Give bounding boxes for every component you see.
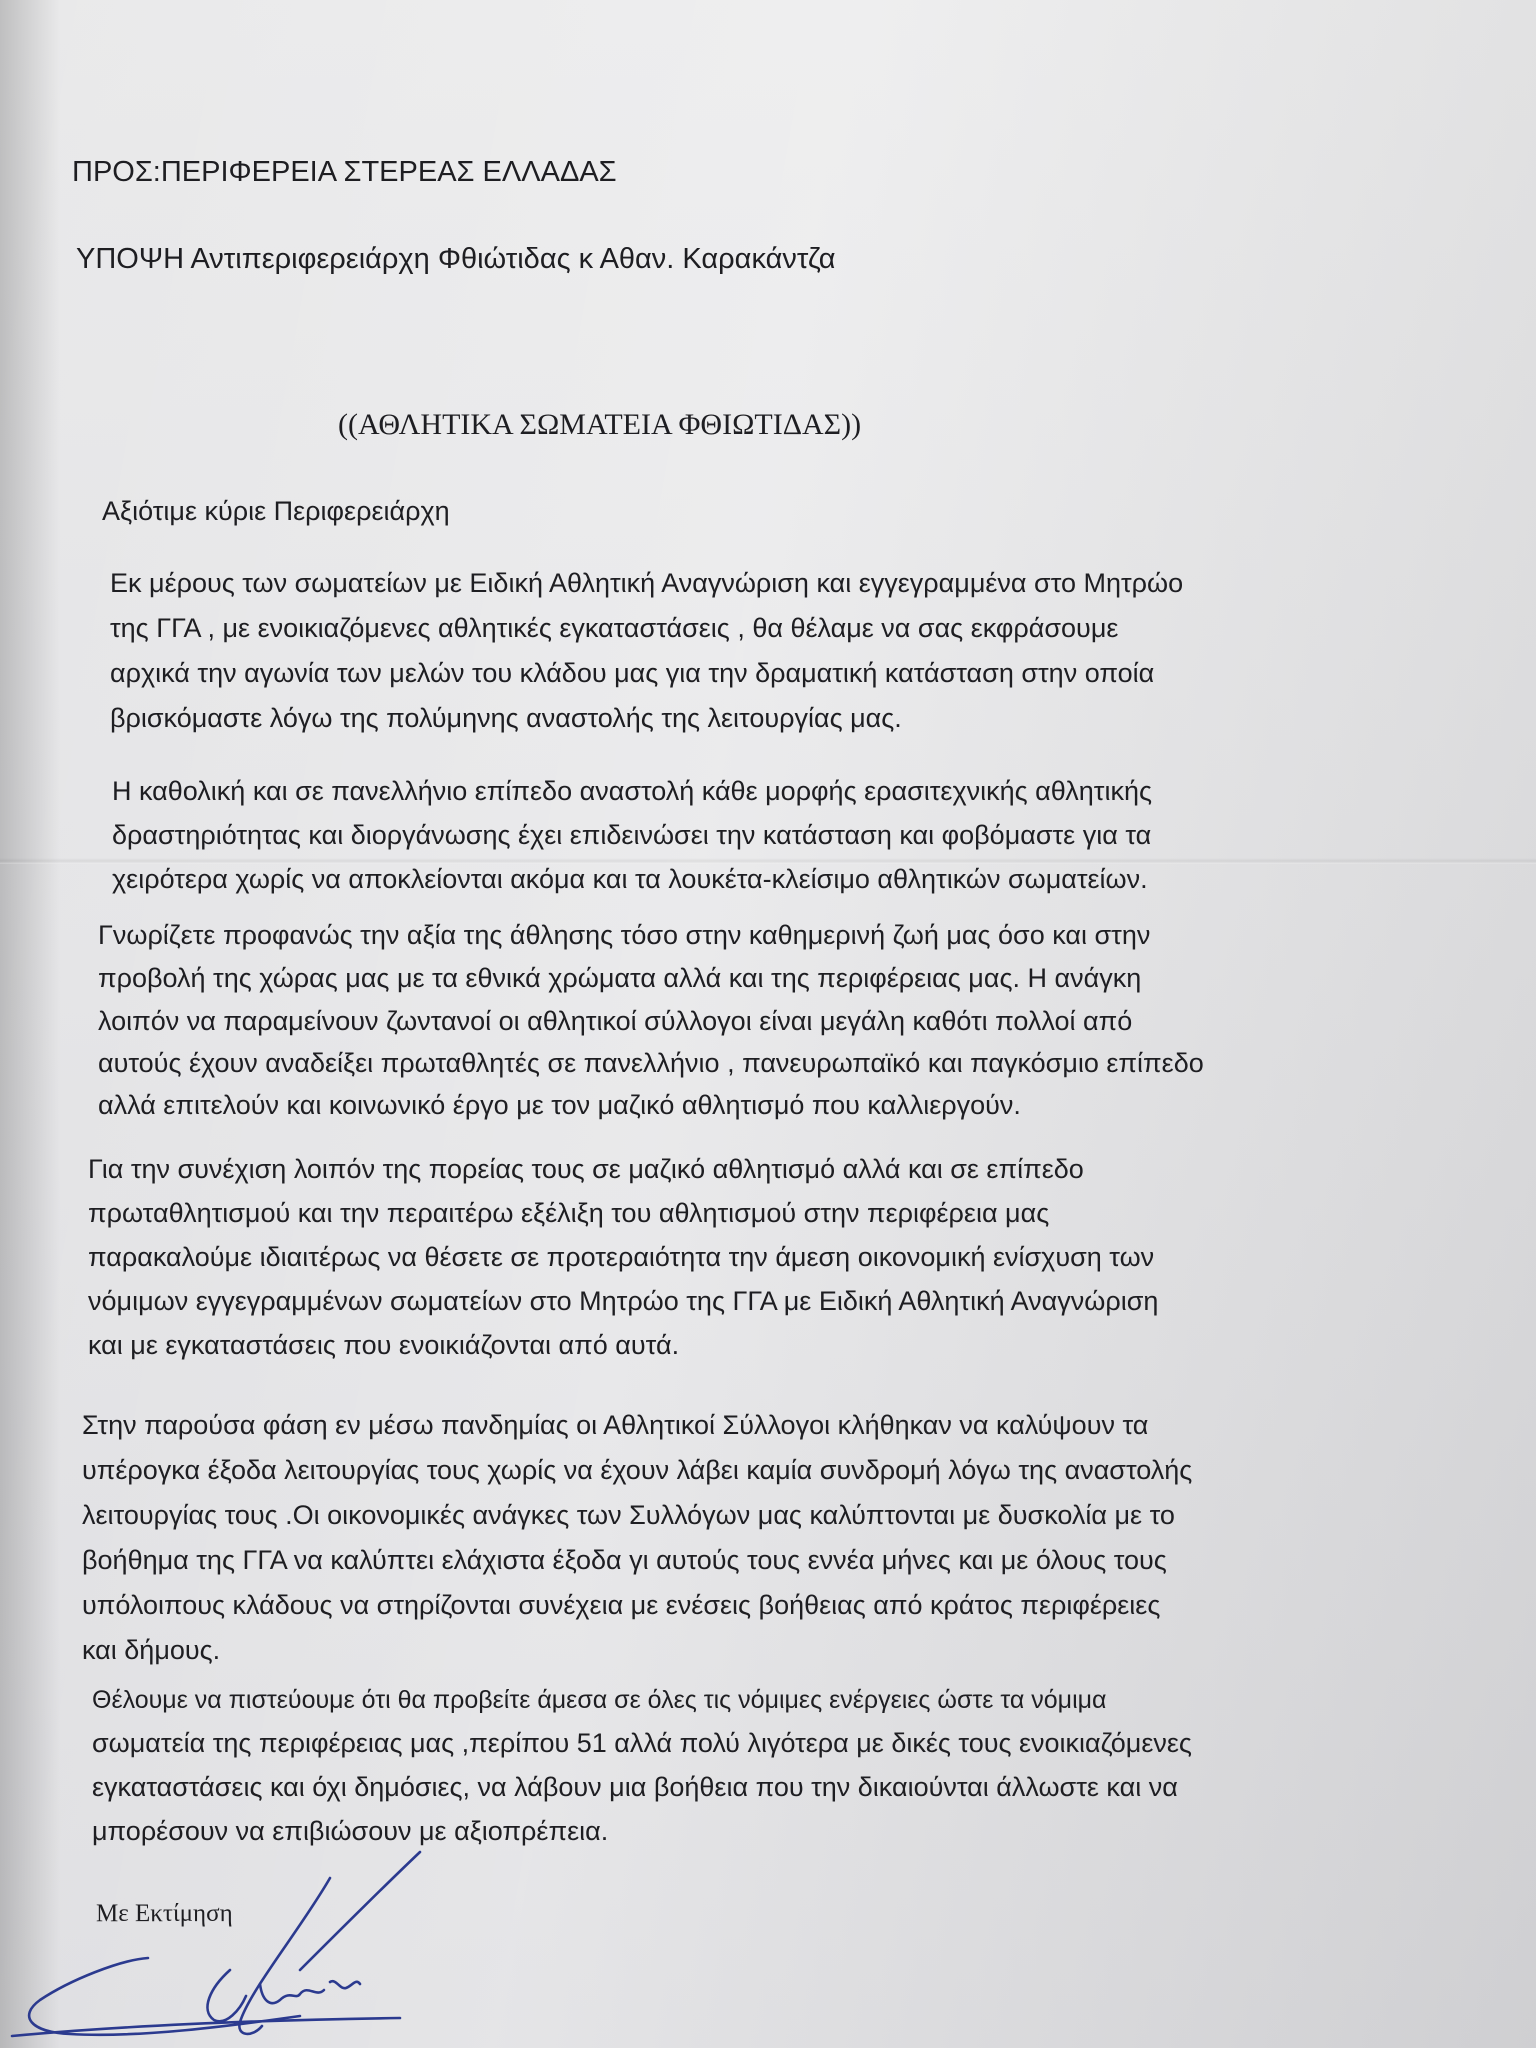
recipient-line: ΠΡΟΣ:ΠΕΡΙΦΕΡΕΙΑ ΣΤΕΡΕΑΣ ΕΛΛΑΔΑΣ [72, 156, 617, 188]
paragraph-5-line-5: υπόλοιπους κλάδους να στηρίζονται συνέχεια με ενέσεις βοήθειας από κράτος περιφέρειες [82, 1590, 1161, 1620]
paragraph-6-line-2: σωματεία της περιφέρειας μας ,περίπου 51 αλλά πολύ λιγότερα με δικές τους ενοικιαζόμενες [92, 1728, 1192, 1758]
paragraph-5-line-3: λειτουργίας τους .Οι οικονομικές ανάγκες των Συλλόγων μας καλύπτονται με δυσκολία με το [82, 1500, 1175, 1530]
paragraph-4-line-4: νόμιμων εγγεγραμμένων σωματείων στο Μητρώο της ΓΓΑ με Ειδική Αθλητική Αναγνώριση [88, 1286, 1159, 1316]
paragraph-3-line-1: Γνωρίζετε προφανώς την αξία της άθλησης τόσο στην καθημερινή ζωή μας όσο και στην [98, 920, 1151, 950]
letter-title: ((ΑΘΛΗΤΙΚΑ ΣΩΜΑΤΕΙΑ ΦΘΙΩΤΙΔΑΣ)) [338, 408, 862, 441]
paragraph-2-line-3: χειρότερα χωρίς να αποκλείονται ακόμα και τα λουκέτα-κλείσιμο αθλητικών σωματείων. [112, 864, 1148, 894]
closing-line: Με Εκτίμηση [96, 1900, 233, 1927]
paragraph-5-line-1: Στην παρούσα φάση εν μέσω πανδημίας οι Αθλητικοί Σύλλογοι κλήθηκαν να καλύψουν τα [82, 1410, 1149, 1440]
page-shadow [0, 0, 60, 2048]
paragraph-4-line-2: πρωταθλητισμού και την περαιτέρω εξέλιξη του αθλητισμού στην περιφέρεια μας [88, 1198, 1050, 1228]
paragraph-1-line-4: βρισκόμαστε λόγω της πολύμηνης αναστολής της λειτουργίας μας. [110, 703, 902, 733]
salutation: Αξιότιμε κύριε Περιφερειάρχη [102, 496, 450, 526]
paragraph-2-line-2: δραστηριότητας και διοργάνωσης έχει επιδεινώσει την κατάσταση και φοβόμαστε για τα [112, 820, 1152, 850]
handwritten-signature [0, 1850, 560, 2048]
paragraph-3-line-3: λοιπόν να παραμείνουν ζωντανοί οι αθλητικοί σύλλογοι είναι μεγάλη καθότι πολλοί από [98, 1006, 1133, 1036]
paragraph-6-line-3: εγκαταστάσεις και όχι δημόσιες, να λάβουν μια βοήθεια που την δικαιούνται άλλωστε και να [92, 1772, 1178, 1802]
paragraph-1-line-1: Εκ μέρους των σωματείων με Ειδική Αθλητική Αναγνώριση και εγγεγραμμένα στο Μητρώο [110, 568, 1184, 598]
paragraph-1-line-3: αρχικά την αγωνία των μελών του κλάδου μας για την δραματική κατάσταση στην οποία [110, 658, 1155, 688]
attention-line: ΥΠΟΨΗ Αντιπεριφερειάρχη Φθιώτιδας κ Αθαν. Καρακάντζα [76, 243, 836, 275]
paragraph-3-line-5: αλλά επιτελούν και κοινωνικό έργο με τον μαζικό αθλητισμό που καλλιεργούν. [98, 1090, 1021, 1120]
paragraph-6-line-4: μπορέσουν να επιβιώσουν με αξιοπρέπεια. [92, 1816, 609, 1846]
paragraph-2-line-1: Η καθολική και σε πανελλήνιο επίπεδο αναστολή κάθε μορφής ερασιτεχνικής αθλητικής [112, 776, 1152, 806]
paragraph-3-line-4: αυτούς έχουν αναδείξει πρωταθλητές σε πανελλήνιο , πανευρωπαϊκό και παγκόσμιο επίπεδο [98, 1048, 1204, 1078]
paragraph-5-line-2: υπέρογκα έξοδα λειτουργίας τους χωρίς να έχουν λάβει καμία συνδρομή λόγω της αναστολής [82, 1455, 1193, 1485]
paragraph-4-line-3: παρακαλούμε ιδιαιτέρως να θέσετε σε προτεραιότητα την άμεση οικονομική ενίσχυση των [88, 1242, 1155, 1272]
paragraph-4-line-1: Για την συνέχιση λοιπόν της πορείας τους σε μαζικό αθλητισμό αλλά και σε επίπεδο [88, 1154, 1084, 1184]
paragraph-3-line-2: προβολή της χώρας μας με τα εθνικά χρώματα αλλά και της περιφέρειας μας. Η ανάγκη [98, 963, 1142, 993]
paragraph-5-line-6: και δήμους. [82, 1635, 221, 1665]
paragraph-5-line-4: βοήθημα της ΓΓΑ να καλύπτει ελάχιστα έξοδα γι αυτούς τους εννέα μήνες και με όλους τους [82, 1545, 1167, 1575]
paragraph-4-line-5: και με εγκαταστάσεις που ενοικιάζονται από αυτά. [88, 1330, 680, 1360]
paragraph-6-line-1: Θέλουμε να πιστεύουμε ότι θα προβείτε άμεσα σε όλες τις νόμιμες ενέργειες ώστε τα νόμιμα [92, 1686, 1107, 1714]
paragraph-1-line-2: της ΓΓΑ , με ενοικιαζόμενες αθλητικές εγκαταστάσεις , θα θέλαμε να σας εκφράσουμε [110, 613, 1119, 643]
